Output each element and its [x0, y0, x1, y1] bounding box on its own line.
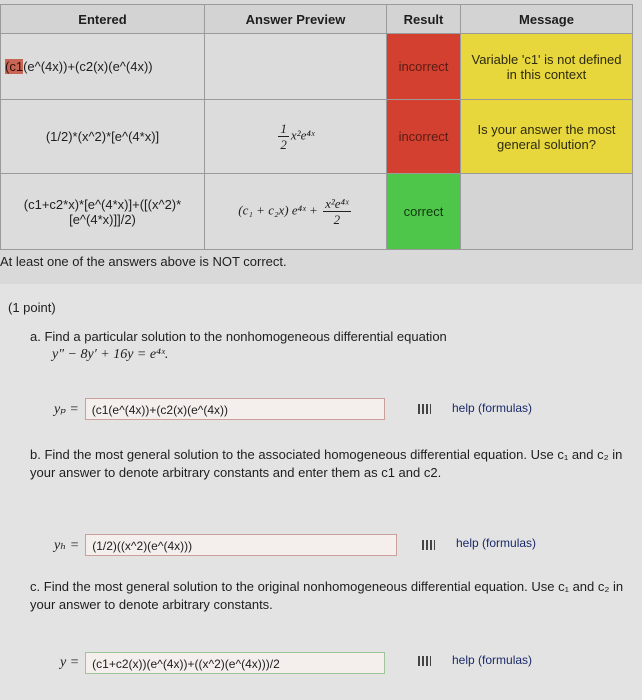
part-b-label: yₕ =	[54, 537, 80, 553]
part-a-letter: a.	[30, 329, 41, 344]
results-row	[1, 34, 633, 100]
part-b-answer-row	[54, 534, 397, 556]
entered-highlight: (c1	[5, 59, 24, 74]
header-answer-preview: Answer Preview	[205, 5, 387, 34]
part-a-text: Find a particular solution to the nonhomogeneous differential equation	[44, 329, 447, 344]
part-c-text: Find the most general solution to the original nonhomogeneous differential equation. Use c₁ and c₂ in your answer to denote arbitrary constants.	[30, 579, 624, 612]
preview-cell	[205, 34, 387, 100]
part-b-text: Find the most general solution to the associated homogeneous differential equation. Use c₁ and c₂ in your answer to denote arbitrary constants and enter them as c1 and c2.	[30, 447, 623, 480]
homogeneous-solution-input[interactable]: (1/2)((x^2)(e^(4x)))	[85, 534, 397, 556]
result-incorrect: incorrect	[387, 100, 461, 174]
part-c	[30, 578, 626, 614]
part-c-letter: c.	[30, 579, 41, 594]
preview-expression: (c₁ + c₂x) e⁴ˣ +	[238, 202, 318, 218]
preview-cell	[205, 100, 387, 174]
header-message: Message	[461, 5, 633, 34]
problem-points: (1 point)	[8, 300, 56, 315]
fraction-denominator: 2	[280, 137, 287, 152]
equation-editor-icon[interactable]	[418, 656, 431, 666]
results-table	[0, 4, 633, 250]
fraction-numerator: x²e⁴ˣ	[325, 196, 349, 211]
header-entered: Entered	[1, 5, 205, 34]
part-a-equation: y″ − 8y′ + 16y = e⁴ˣ.	[52, 347, 169, 362]
part-c-label: y =	[60, 655, 80, 670]
message-cell: Variable 'c1' is not defined in this context	[461, 34, 633, 100]
equation-editor-icon[interactable]	[418, 404, 431, 414]
part-b-letter: b.	[30, 447, 41, 462]
help-formulas-link[interactable]: help (formulas)	[452, 401, 533, 415]
message-cell	[461, 174, 633, 250]
fraction-numerator: 1	[280, 121, 287, 136]
status-notice: At least one of the answers above is NOT correct.	[0, 254, 287, 269]
entered-cell: (1/2)*(x^2)*[e^(4*x)]	[1, 100, 205, 174]
help-formulas-link[interactable]: help (formulas)	[456, 536, 537, 550]
problem-panel	[0, 284, 642, 700]
result-incorrect: incorrect	[387, 34, 461, 100]
preview-cell	[205, 174, 387, 250]
entered-cell	[1, 34, 205, 100]
part-a	[30, 328, 620, 364]
preview-expression: x²e⁴ˣ	[290, 127, 315, 143]
part-c-answer-row	[60, 652, 385, 674]
results-header-row	[1, 5, 633, 34]
header-result: Result	[387, 5, 461, 34]
particular-solution-input[interactable]: (c1(e^(4x))+(c2(x)(e^(4x))	[85, 398, 385, 420]
part-b	[30, 446, 626, 482]
result-correct: correct	[387, 174, 461, 250]
message-cell: Is your answer the most general solution?	[461, 100, 633, 174]
preview-fraction	[323, 196, 351, 227]
equation-editor-icon[interactable]	[422, 540, 435, 550]
part-a-label: yₚ =	[54, 401, 79, 417]
help-formulas-link[interactable]: help (formulas)	[452, 653, 533, 667]
results-row	[1, 174, 633, 250]
results-row	[1, 100, 633, 174]
entered-text: (e^(4x))+(c2(x)(e^(4x))	[23, 59, 153, 74]
preview-fraction	[278, 121, 289, 152]
general-solution-input[interactable]: (c1+c2(x))(e^(4x))+((x^2)(e^(4x)))/2	[85, 652, 385, 674]
fraction-denominator: 2	[333, 212, 341, 227]
part-a-answer-row	[54, 398, 385, 420]
entered-cell: (c1+c2*x)*[e^(4*x)]+([(x^2)*[e^(4*x)]]/2)	[1, 174, 205, 250]
